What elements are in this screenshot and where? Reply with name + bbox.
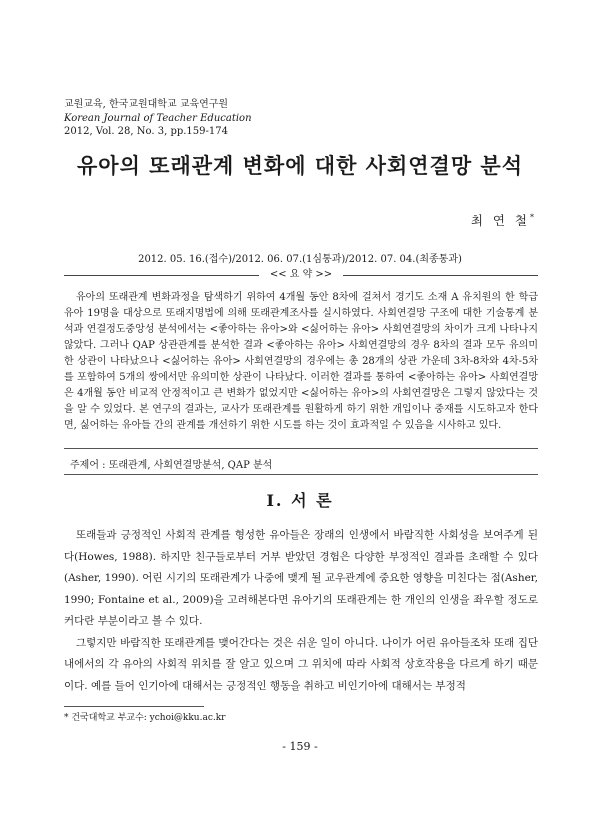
abstract-heading-rule-right	[343, 275, 538, 276]
submission-dates: 2012. 05. 16.(접수)/2012. 06. 07.(1심통과)/2012. 07. 04.(최종통과)	[138, 254, 462, 265]
page-number: - 159 -	[282, 740, 318, 753]
body-text	[64, 525, 538, 697]
abstract-text: 유아의 또래관계 변화과정을 탐색하기 위하여 4개월 동안 8차에 걸쳐서 경기도 소재 A 유치원의 한 학급 유아 19명을 대상으로 또래지명법에 의해 또래관계조사를 실시하였다. 사회연결망 구조에 대한 기술통계 분석과 연결정도중앙성 분석에서는 <좋아하는 유아>와 <싫어하는 유아> 사회연결망의 차이가 크게 나타나지 않았다. 그러나 QAP 상관관계를 분석한 결과 <좋아하는 유아> 사회연결망의 경우 8차의 결과 모두 유의미한 상관이 나타났으나 <싫어하는 유아> 사회연결망의 경우에는 총 28개의 상관 가운데 3차-8차와 4차-5차를 포함하여 5개의 쌍에서만 유의미한 상관이 나타났다. 이러한 결과를 통하여 <좋아하는 유아> 사회연결망은 4개월 동안 비교적 안정적이고 큰 변화가 없었지만 <싫어하는 유아>의 사회연결망은 그렇지 않았다는 것을 알 수 있었다. 본 연구의 결과는, 교사가 또래관계를 원활하게 하기 위한 개입이나 중재를 시도하고자 한다면, 싫어하는 유아들 간의 관계를 개선하기 위한 시도를 하는 것이 효과적일 수 있음을 시사하고 있다.	[64, 292, 538, 431]
keywords-bottom-rule	[64, 474, 538, 475]
body-paragraph: 그렇지만 바람직한 또래관계를 맺어간다는 것은 쉬운 일이 아니다. 나이가 어린 유아들조차 또래 집단 내에서의 각 유아의 사회적 위치를 잘 알고 있으며 그 위치에 따라 사회적 상호작용을 다르게 하기 때문이다. 예를 들어 인기아에 대해서는 긍정적인 행동을 취하고 비인기아에 대해서는 부정적	[64, 636, 538, 692]
author-footnote-mark: *	[530, 212, 534, 222]
abstract-heading	[64, 268, 538, 282]
abstract-bottom-rule	[64, 448, 538, 449]
author	[471, 211, 534, 229]
abstract-heading-label: << 요 약 >>	[269, 269, 333, 280]
footnote-rule	[64, 706, 204, 707]
journal-issue: 2012, Vol. 28, No. 3, pp.159-174	[64, 126, 228, 137]
keywords: 주제어 : 또래관계, 사회연결망분석, QAP 분석	[70, 460, 273, 471]
journal-name-korean: 교원교육, 한국교원대학교 교육연구원	[64, 99, 229, 110]
paper-title: 유아의 또래관계 변화에 대한 사회연결망 분석	[77, 154, 523, 178]
journal-header	[64, 98, 252, 139]
author-name: 최 연 철	[470, 213, 530, 228]
footnote: * 건국대학교 부교수: ychoi@kku.ac.kr	[64, 713, 226, 723]
journal-name-english: Korean Journal of Teacher Education	[64, 112, 252, 124]
section-title: Ⅰ. 서 론	[266, 491, 334, 510]
body-paragraph: 또래들과 긍정적인 사회적 관계를 형성한 유아들은 장래의 인생에서 바람직한 사회성을 보여주게 된다(Howes, 1988). 하지만 친구들로부터 거부 받았던 경험은 다양한 부정적인 결과를 초래할 수 있다(Asher, 1990). 어린 시기의 또래관계가 나중에 맺게 될 교우관계에 중요한 영향을 미친다는 점(Asher, 1990; Fontaine et al., 2009)을 고려해본다면 유아기의 또래관계는 한 개인의 인생을 좌우할 정도로 커다란 부분이라고 볼 수 있다.	[64, 529, 538, 627]
